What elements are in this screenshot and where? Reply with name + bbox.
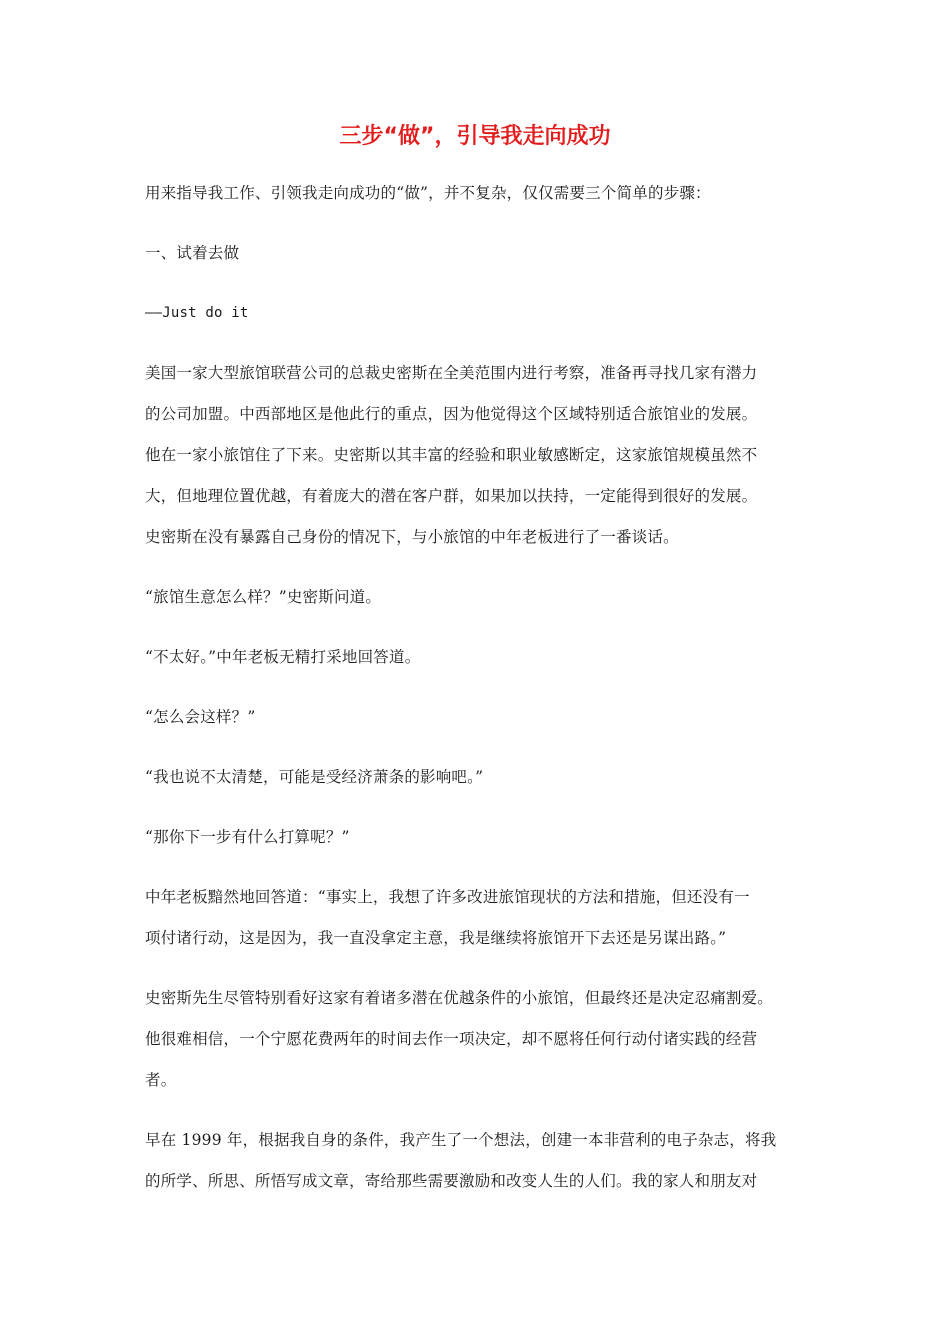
document-body <box>145 173 813 1202</box>
section-heading: 一、试着去做 <box>145 244 240 262</box>
paragraph-line: 大，但地理位置优越，有着庞大的潜在客户群，如果加以扶持，一定能得到很好的发展。 <box>145 487 758 505</box>
paragraph-1 <box>145 353 813 558</box>
paragraph-line: 早在 1999 年，根据我自身的条件，我产生了一个想法，创建一本非营利的电子杂志，将我 <box>145 1131 777 1149</box>
paragraph-line: 他在一家小旅馆住了下来。史密斯以其丰富的经验和职业敏感断定，这家旅馆规模虽然不 <box>145 446 758 464</box>
paragraph-line: 史密斯先生尽管特别看好这家有着诸多潜在优越条件的小旅馆，但最终还是决定忍痛割爱。 <box>145 989 774 1007</box>
dialogue-line: “那你下一步有什么打算呢？” <box>145 828 350 846</box>
paragraph-line: 美国一家大型旅馆联营公司的总裁史密斯在全美范围内进行考察，准备再寻找几家有潜力 <box>145 364 758 382</box>
dialogue-line: “旅馆生意怎么样？”史密斯问道。 <box>145 588 382 606</box>
dialogue-line: “怎么会这样？” <box>145 708 256 726</box>
paragraph-line: 他很难相信，一个宁愿花费两年的时间去作一项决定，却不愿将任何行动付诸实践的经营 <box>145 1030 758 1048</box>
paragraph-4 <box>145 1120 813 1202</box>
paragraph-line: 中年老板黯然地回答道：“事实上，我想了许多改进旅馆现状的方法和措施，但还没有一 <box>145 888 750 906</box>
paragraph-3 <box>145 978 813 1101</box>
paragraph-line: 的公司加盟。中西部地区是他此行的重点，因为他觉得这个区域特别适合旅馆业的发展。 <box>145 405 758 423</box>
paragraph-2 <box>145 877 813 959</box>
intro-paragraph: 用来指导我工作、引领我走向成功的“做”，并不复杂，仅仅需要三个简单的步骤： <box>145 184 711 202</box>
paragraph-line: 的所学、所思、所悟写成文章，寄给那些需要激励和改变人生的人们。我的家人和朋友对 <box>145 1172 758 1190</box>
section-subtitle: ——Just do it <box>145 305 249 321</box>
paragraph-line: 者。 <box>145 1071 177 1089</box>
paragraph-line: 项付诸行动，这是因为，我一直没拿定主意，我是继续将旅馆开下去还是另谋出路。” <box>145 929 727 947</box>
document-title: 三步“做”，引导我走向成功 <box>339 124 611 149</box>
dialogue-line: “不太好。”中年老板无精打采地回答道。 <box>145 648 421 666</box>
paragraph-line: 史密斯在没有暴露自己身份的情况下，与小旅馆的中年老板进行了一番谈话。 <box>145 528 679 546</box>
dialogue-line: “我也说不太清楚，可能是受经济萧条的影响吧。” <box>145 768 484 786</box>
